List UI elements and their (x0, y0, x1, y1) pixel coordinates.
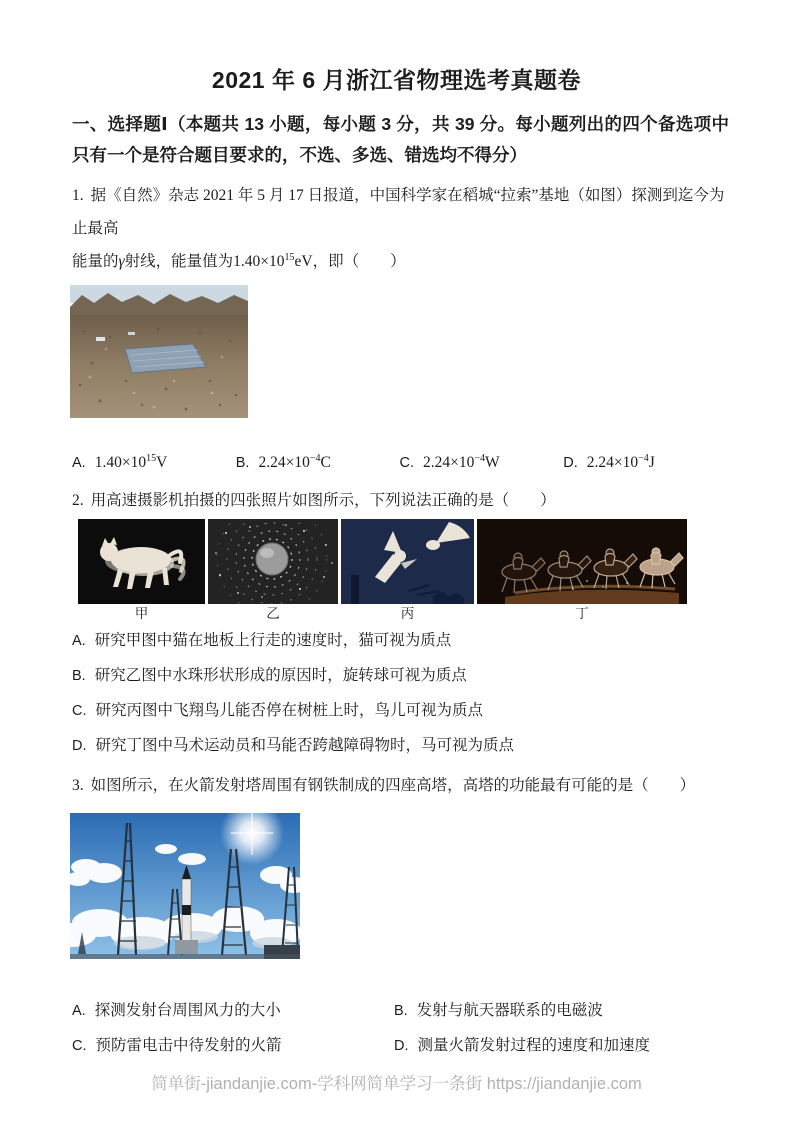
photo-bing-bird (341, 519, 474, 621)
question-2-number: 2. (72, 492, 84, 510)
question-3-number: 3. (72, 776, 84, 794)
cat-walking-photo (78, 519, 205, 604)
photo-label-yi: 乙 (266, 606, 280, 622)
question-1-line1: 据《自然》杂志 2021 年 5 月 17 日报道，中国科学家在稻城“拉索”基地（如图）探测到迄今为止最高 (72, 187, 725, 238)
q1-option-d: D. $2.24\times 10^{-4}J$ (563, 453, 655, 472)
rocket-launch-photo (70, 813, 300, 959)
question-1-text (72, 179, 727, 278)
question-3-options (72, 1001, 727, 1056)
spinning-ball-photo (208, 519, 338, 604)
q2-option-b: B. 研究乙图中水珠形状形成的原因时，旋转球可视为质点 (72, 666, 467, 684)
energy-value: $1.40\times 10^{15}eV$ (233, 252, 313, 271)
question-1-figure (70, 285, 248, 418)
question-2 (0, 486, 793, 756)
question-3-figure (70, 813, 300, 959)
question-1-options (72, 454, 727, 472)
question-1-number: 1. (72, 187, 84, 205)
question-3 (0, 771, 793, 1056)
q3-option-b: B. 发射与航天器联系的电磁波 (394, 1001, 603, 1019)
watermark-footer: 简单街-jiandanjie.com-学科网简单学习一条街 https://jiandanjie.com (151, 1075, 642, 1093)
q1-option-a: A. $1.40\times 10^{15}V$ (72, 453, 168, 472)
photo-yi-ball (208, 519, 338, 621)
photo-label-ding: 丁 (575, 606, 589, 622)
photo-ding-horses (477, 519, 687, 621)
section-heading: 一、选择题Ⅰ（本题共 13 小题，每小题 3 分，共 39 分。每小题列出的四个备选项中只有一个是符合题目要求的，不选、多选、错选均不得分） (72, 114, 729, 166)
q1-option-b: B. $2.24\times 10^{-4}C$ (235, 453, 331, 472)
question-2-text: 2. 用高速摄影机拍摄的四张照片如图所示，下列说法正确的是（ ） (72, 492, 556, 510)
question-3-text: 3. 如图所示，在火箭发射塔周围有钢铁制成的四座高塔，高塔的功能最有可能的是（ ） (72, 776, 696, 794)
question-1-line2-mid: 射线，能量值为 (124, 253, 234, 271)
photo-label-bing: 丙 (400, 606, 415, 622)
q2-option-d: D. 研究丁图中马术运动员和马能否跨越障碍物时，马可视为质点 (72, 736, 515, 754)
question-2-options (0, 631, 793, 756)
gamma-symbol: γ (118, 253, 125, 271)
q3-option-a: A. 探测发射台周围风力的大小 (72, 1001, 281, 1019)
horse-jump-photo (477, 519, 687, 604)
aerial-lhaaso-photo (70, 285, 248, 418)
page-title: 2021 年 6 月浙江省物理选考真题卷 (211, 67, 582, 93)
q2-option-a: A. 研究甲图中猫在地板上行走的速度时，猫可视为质点 (72, 631, 452, 649)
flying-bird-photo (341, 519, 474, 604)
photo-jia-cat (78, 519, 205, 621)
question-1-line2-prefix: 能量的 (72, 253, 119, 271)
q2-option-c: C. 研究丙图中飞翔鸟儿能否停在树桩上时，鸟儿可视为质点 (72, 701, 484, 719)
photo-label-jia: 甲 (134, 606, 149, 622)
q1-option-c: C. $2.24\times 10^{-4}W$ (399, 453, 500, 472)
question-1 (0, 179, 793, 472)
question-1-line2-suffix: ，即（ ） (312, 253, 406, 271)
q3-option-c: C. 预防雷电击中待发射的火箭 (72, 1036, 282, 1054)
q3-option-d: D. 测量火箭发射过程的速度和加速度 (394, 1036, 651, 1054)
question-2-photo-strip (78, 519, 793, 621)
